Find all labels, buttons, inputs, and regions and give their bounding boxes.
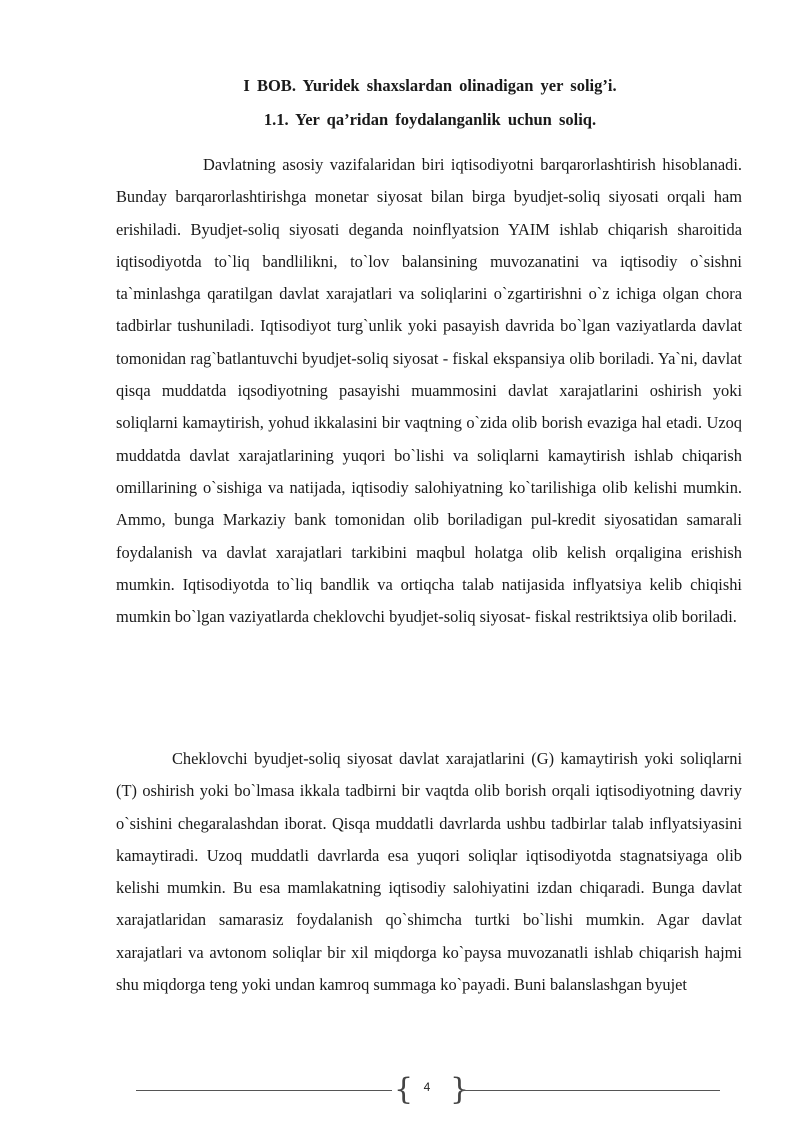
footer-bracket-left: { xyxy=(394,1072,414,1107)
footer-rule-right xyxy=(462,1090,720,1091)
footer-rule-left xyxy=(136,1090,392,1091)
footer-bracket-right: } xyxy=(450,1072,470,1107)
body-paragraph-1: Davlatning asosiy vazifalaridan biri iqtisodiyotni barqarorlashtirish hisoblanadi. Bunday barqarorlashtirishga monetar siyosat bilan birga byudjet-soliq siyosati orqali ham erishiladi. Byudjet-soliq siyosati deganda noinflyatsion YAIM ishlab chiqarish sharoitida iqtisodiyotda to`liq bandlilikni, to`lov balansining muvozanatini va iqtisodiy o`sishni ta`minlashga qaratilgan davlat xarajatlari va soliqlarini o`zgartirishni o`z ichiga olgan chora tadbirlar tushuniladi. Iqtisodiyot turg`unlik yoki pasayish davrida bo`lgan vaziyatlarda davlat tomonidan rag`batlantuvchi byudjet-soliq siyosat - fiskal ekspansiya olib boriladi. Ya`ni, davlat qisqa muddatda iqsodiyotning pasayishi muammosini davlat xarajatlarini oshirish yoki soliqlarni kamaytirish, yohud ikkalasini bir vaqtning o`zida olib borish evaziga hal etadi. Uzoq muddatda davlat xarajatlarining yuqori bo`lishi va soliqlarni kamaytirish ishlab chiqarish omillarining o`sishiga va natijada, iqtisodiy salohiyatning ko`tarilishiga olib kelishi mumkin. Ammo, bunga Markaziy bank tomonidan olib boriladigan pul-kredit siyosatidan samarali foydalanish va davlat xarajatlari tarkibini maqbul holatga olib kelish orqaligina erishish mumkin. Iqtisodiyotda to`liq bandlik va ortiqcha talab natijasida inflyatsiya kelib chiqishi mumkin bo`lgan vaziyatlarda cheklovchi byudjet-soliq siyosat- fiskal restriktsiya olib boriladi. xyxy=(116,155,742,627)
page-number: 4 xyxy=(423,1080,431,1094)
body-paragraph-2: Cheklovchi byudjet-soliq siyosat davlat xarajatlarini (G) kamaytirish yoki soliqlarni (T) oshirish yoki bo`lmasa ikkala tadbirni bir vaqtda olib borish orqali iqtisodiyotning davriy o`sishini chegaralashdan iborat. Qisqa muddatli davrlarda ushbu tadbirlar talab inflyatsiyasini kamaytiradi. Uzoq muddatli davrlarda esa yuqori soliqlar iqtisodiyotda stagnatsiyaga olib kelishi mumkin. Bu esa mamlakatning iqtisodiy salohiyatini izdan chiqaradi. Bunga davlat xarajatlaridan samarasiz foydalanish qo`shimcha turtki bo`lishi mumkin. Agar davlat xarajatlari va avtonom soliqlar bir xil miqdorga ko`paysa muvozanatli ishlab chiqarish hajmi shu miqdorga teng yoki undan kamroq summaga ko`payadi. Buni balanslashgan byujet xyxy=(116,749,742,995)
section-heading: 1.1. Yer qa’ridan foydalanganlik uchun soliq. xyxy=(263,110,597,129)
chapter-heading: I BOB. Yuridek shaxslardan olinadigan yer solig’i. xyxy=(243,76,617,95)
